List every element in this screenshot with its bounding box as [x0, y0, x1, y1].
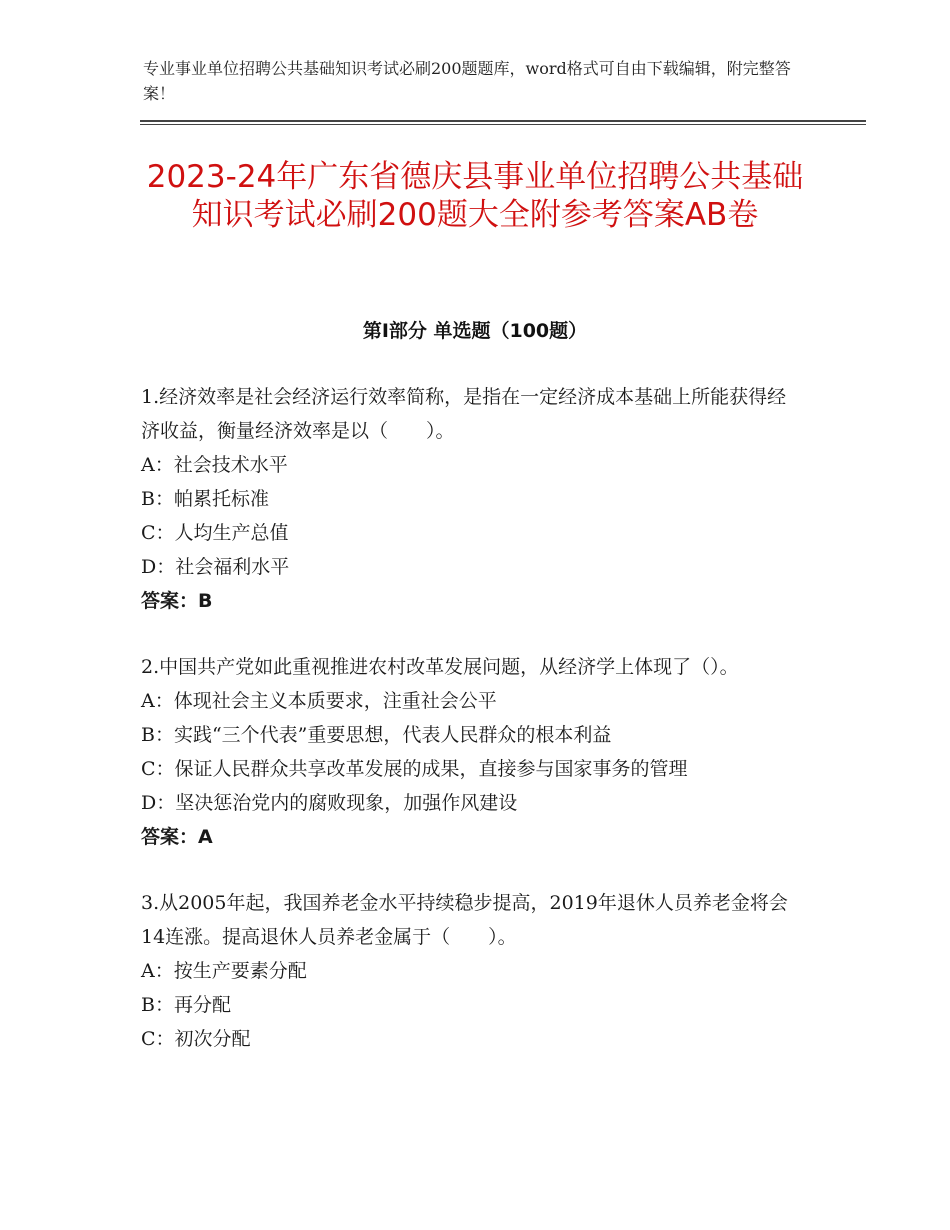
- option-a: A：社会技术水平: [141, 454, 288, 476]
- header-divider: [140, 120, 866, 125]
- header-note: 专业事业单位招聘公共基础知识考试必刷200题题库，word格式可自由下载编辑，附完整答案！: [143, 59, 791, 103]
- option-b: B：再分配: [141, 994, 231, 1016]
- option-b: B：帕累托标准: [141, 488, 269, 510]
- option-d: D：社会福利水平: [141, 556, 290, 578]
- option-c: C：保证人民群众共享改革发展的成果，直接参与国家事务的管理: [141, 758, 688, 780]
- option-c: C：人均生产总值: [141, 522, 289, 544]
- answer-label: 答案：A: [141, 826, 213, 848]
- question-3: [141, 886, 801, 1056]
- option-d: D：坚决惩治党内的腐败现象，加强作风建设: [141, 792, 518, 814]
- question-stem: 1.经济效率是社会经济运行效率简称，是指在一定经济成本基础上所能获得经济收益，衡量经济效率是以（ ）。: [141, 386, 787, 442]
- question-list: [141, 380, 801, 1088]
- section-title: 第I部分 单选题（100题）: [362, 320, 588, 342]
- answer-label: 答案：B: [141, 590, 213, 612]
- question-stem: 2.中国共产党如此重视推进农村改革发展问题，从经济学上体现了（）。: [141, 656, 739, 678]
- option-c: C：初次分配: [141, 1028, 251, 1050]
- question-stem: 3.从2005年起，我国养老金水平持续稳步提高，2019年退休人员养老金将会14连涨。提高退休人员养老金属于（ ）。: [141, 892, 788, 948]
- question-2: [141, 650, 801, 854]
- option-b: B：实践“三个代表”重要思想，代表人民群众的根本利益: [141, 724, 612, 746]
- question-1: [141, 380, 801, 618]
- option-a: A：按生产要素分配: [141, 960, 307, 982]
- document-title: 2023-24年广东省德庆县事业单位招聘公共基础知识考试必刷200题大全附参考答案AB卷: [146, 159, 804, 233]
- option-a: A：体现社会主义本质要求，注重社会公平: [141, 690, 497, 712]
